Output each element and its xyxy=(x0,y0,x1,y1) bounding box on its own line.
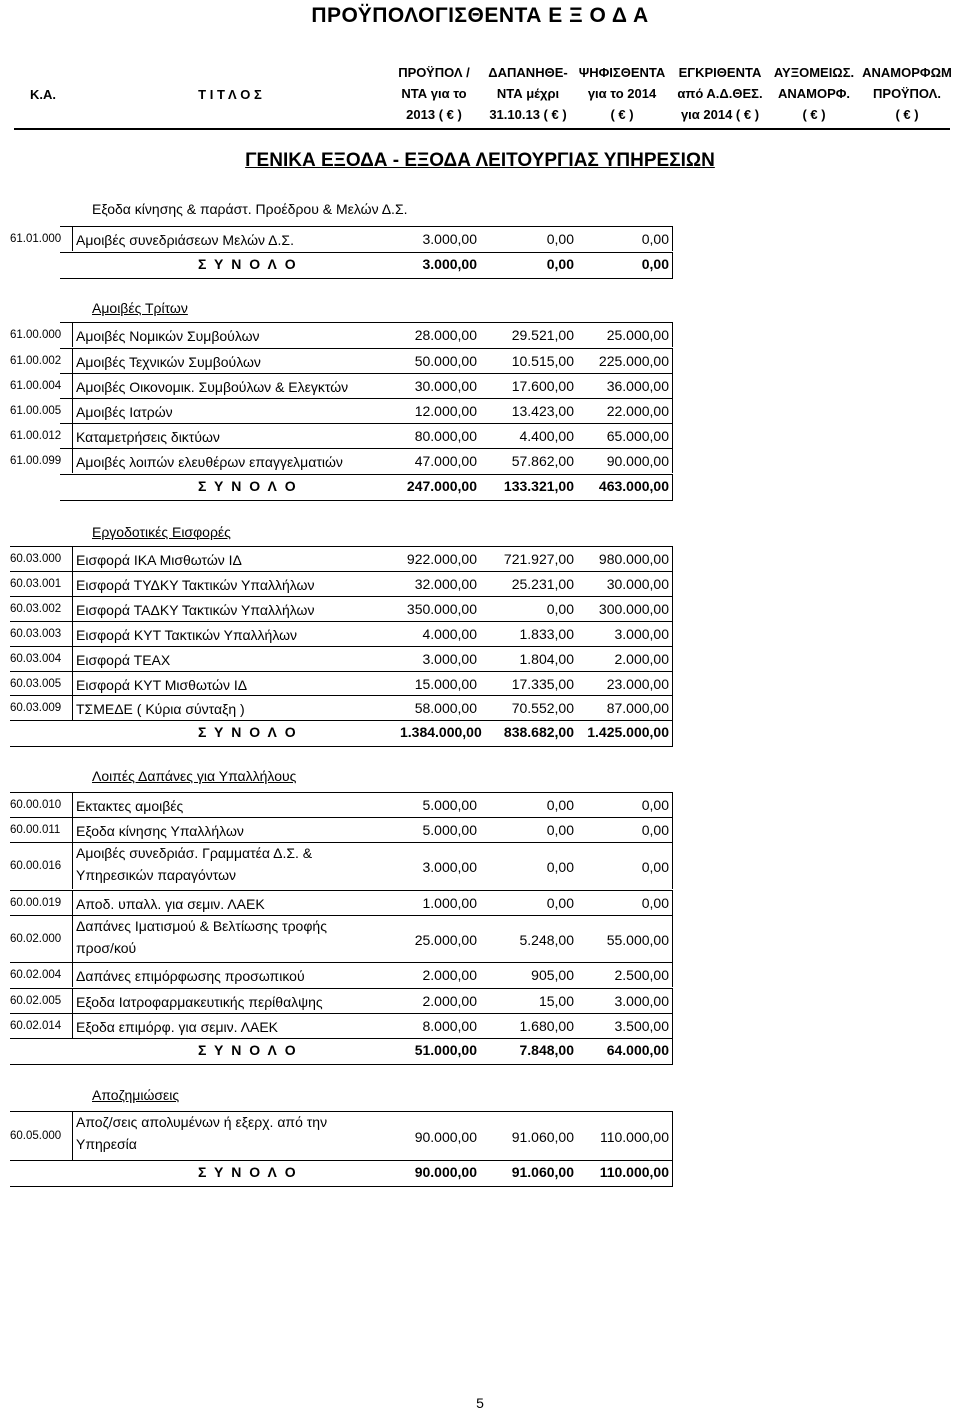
row-divider xyxy=(10,695,672,696)
cell-divider xyxy=(72,621,73,646)
cell-divider xyxy=(672,792,673,817)
account-name: Δαπάνες Ιματισμού & Βελτίωσης τροφής xyxy=(76,918,327,934)
value-budget-2013: 8.000,00 xyxy=(422,1018,477,1034)
row-divider xyxy=(10,915,672,916)
account-name: Εισφορά ΙΚΑ Μισθωτών ΙΔ xyxy=(76,552,242,568)
account-name: Εισφορά ΤΥΔΚΥ Τακτικών Υπαλλήλων xyxy=(76,577,315,593)
cell-divider xyxy=(672,571,673,596)
account-code: 60.02.014 xyxy=(10,1020,62,1032)
value-budget-2013: 3.000,00 xyxy=(422,651,477,667)
total-voted-2014: 110.000,00 xyxy=(599,1164,669,1180)
cell-divider xyxy=(72,671,73,696)
row-divider xyxy=(10,546,672,547)
total-spent: 133.321,00 xyxy=(503,478,574,494)
cell-divider xyxy=(672,817,673,842)
header-col2-line3: 31.10.13 ( € ) xyxy=(489,107,567,122)
cell-divider xyxy=(672,226,673,251)
value-budget-2013: 28.000,00 xyxy=(414,327,477,343)
total-voted-2014: 0,00 xyxy=(641,256,669,272)
account-code: 60.00.011 xyxy=(10,824,61,836)
cell-divider xyxy=(672,671,673,696)
cell-divider xyxy=(72,546,73,571)
value-spent: 0,00 xyxy=(546,859,574,875)
row-divider xyxy=(10,890,672,891)
section-title: Λοιπές Δαπάνες για Υπαλλήλους xyxy=(92,768,297,784)
account-name: Αμοιβές Οικονομικ. Συμβούλων & Ελεγκτών xyxy=(76,379,349,395)
total-voted-2014: 64.000,00 xyxy=(606,1042,669,1058)
total-budget-2013: 1.384.000,00 xyxy=(400,724,482,740)
cell-divider xyxy=(672,1013,673,1038)
value-voted-2014: 36.000,00 xyxy=(606,378,669,394)
value-spent: 15,00 xyxy=(538,993,574,1009)
account-code: 60.03.004 xyxy=(10,653,62,665)
cell-divider xyxy=(672,398,673,423)
value-voted-2014: 0,00 xyxy=(641,231,669,247)
value-budget-2013: 3.000,00 xyxy=(422,859,477,875)
cell-divider xyxy=(72,646,73,671)
row-divider xyxy=(10,571,672,572)
account-code: 61.00.002 xyxy=(10,355,62,367)
row-divider xyxy=(10,1038,672,1039)
cell-divider xyxy=(672,1038,673,1065)
account-code: 60.02.004 xyxy=(10,969,62,981)
header-col-adjustment xyxy=(768,62,860,125)
account-name: Αμοιβές λοιπών ελευθέρων επαγγελματιών xyxy=(76,454,343,470)
value-budget-2013: 90.000,00 xyxy=(414,1129,477,1145)
value-budget-2013: 12.000,00 xyxy=(414,403,477,419)
account-name: Δαπάνες επιμόρφωσης προσωπικού xyxy=(76,968,305,984)
account-name: ΤΣΜΕΔΕ ( Κύρια σύνταξη ) xyxy=(76,701,245,717)
account-name: Εισφορά ΚΥΤ Μισθωτών ΙΔ xyxy=(76,677,248,693)
row-divider xyxy=(10,671,672,672)
value-voted-2014: 980.000,00 xyxy=(598,551,669,567)
cell-divider xyxy=(72,348,73,373)
account-name: Εξοδα Ιατροφαρμακευτικής περίθαλψης xyxy=(76,994,323,1010)
value-spent: 17.600,00 xyxy=(511,378,574,394)
cell-divider xyxy=(72,695,73,720)
header-col-voted xyxy=(572,62,672,125)
value-spent: 5.248,00 xyxy=(519,932,574,948)
header-col4-line3: για 2014 ( € ) xyxy=(680,107,760,122)
total-budget-2013: 247.000,00 xyxy=(406,478,477,494)
cell-divider xyxy=(72,398,73,423)
cell-divider xyxy=(672,1111,673,1160)
cell-divider xyxy=(72,890,73,915)
account-code: 61.00.005 xyxy=(10,405,62,417)
header-col3-line1: ΨΗΦΙΣΘΕΝΤΑ xyxy=(578,65,666,80)
account-code: 60.02.000 xyxy=(10,933,62,945)
row-divider xyxy=(10,1013,672,1014)
row-divider xyxy=(60,348,672,349)
total-budget-2013: 3.000,00 xyxy=(422,256,477,272)
row-divider xyxy=(10,720,672,721)
header-col-budget-2013 xyxy=(384,62,484,125)
account-code: 61.00.004 xyxy=(10,380,62,392)
account-name: Αμοιβές Τεχνικών Συμβούλων xyxy=(76,354,261,370)
row-divider xyxy=(60,500,672,501)
value-voted-2014: 0,00 xyxy=(641,797,669,813)
value-budget-2013: 5.000,00 xyxy=(422,797,477,813)
account-name-line2: προσ/κού xyxy=(76,940,137,956)
row-divider xyxy=(60,252,672,253)
value-voted-2014: 2.000,00 xyxy=(614,651,669,667)
account-name: Αποζ/σεις απολυμένων ή εξερχ. από την xyxy=(76,1114,328,1130)
value-spent: 0,00 xyxy=(546,822,574,838)
header-col-spent xyxy=(478,62,578,125)
header-col5-line2: ΑΝΑΜΟΡΦ. xyxy=(777,86,851,101)
account-name: Εξοδα κίνησης Υπαλλήλων xyxy=(76,823,244,839)
value-voted-2014: 65.000,00 xyxy=(606,428,669,444)
total-budget-2013: 51.000,00 xyxy=(414,1042,477,1058)
header-col1-line3: 2013 ( € ) xyxy=(406,107,462,122)
header-divider xyxy=(14,128,950,130)
value-voted-2014: 22.000,00 xyxy=(606,403,669,419)
value-spent: 4.400,00 xyxy=(519,428,574,444)
value-budget-2013: 80.000,00 xyxy=(414,428,477,444)
row-divider xyxy=(10,792,672,793)
value-voted-2014: 0,00 xyxy=(641,822,669,838)
total-voted-2014: 1.425.000,00 xyxy=(587,724,669,740)
account-code: 60.05.000 xyxy=(10,1130,62,1142)
value-voted-2014: 3.000,00 xyxy=(614,993,669,1009)
value-voted-2014: 225.000,00 xyxy=(598,353,669,369)
cell-divider xyxy=(672,474,673,501)
row-divider xyxy=(60,373,672,374)
cell-divider xyxy=(72,962,73,987)
value-voted-2014: 0,00 xyxy=(641,859,669,875)
value-spent: 13.423,00 xyxy=(511,403,574,419)
row-divider xyxy=(60,226,672,227)
header-col-approved xyxy=(664,62,776,125)
header-col2-line2: ΝΤΑ μέχρι xyxy=(496,86,560,101)
account-name-line2: Υπηρεσία xyxy=(76,1136,137,1152)
account-code: 60.03.002 xyxy=(10,603,62,615)
value-voted-2014: 3.500,00 xyxy=(614,1018,669,1034)
value-spent: 57.862,00 xyxy=(511,453,574,469)
row-divider xyxy=(60,448,672,449)
header-col3-line3: ( € ) xyxy=(610,107,634,122)
value-spent: 0,00 xyxy=(546,231,574,247)
total-spent: 838.682,00 xyxy=(503,724,574,740)
value-budget-2013: 3.000,00 xyxy=(422,231,477,247)
value-voted-2014: 0,00 xyxy=(641,895,669,911)
value-spent: 0,00 xyxy=(546,601,574,617)
value-voted-2014: 3.000,00 xyxy=(614,626,669,642)
value-voted-2014: 87.000,00 xyxy=(606,700,669,716)
account-name: Αμοιβές συνεδριάσεων Μελών Δ.Σ. xyxy=(76,232,294,248)
account-code: 61.00.000 xyxy=(10,329,62,341)
header-ka: Κ.Α. xyxy=(30,87,56,102)
row-divider xyxy=(60,398,672,399)
header-col1-line1: ΠΡΟΫΠΟΛ / xyxy=(398,65,470,80)
value-budget-2013: 2.000,00 xyxy=(422,993,477,1009)
cell-divider xyxy=(672,448,673,473)
value-spent: 91.060,00 xyxy=(511,1129,574,1145)
value-budget-2013: 25.000,00 xyxy=(414,932,477,948)
cell-divider xyxy=(72,596,73,621)
value-budget-2013: 32.000,00 xyxy=(414,576,477,592)
total-spent: 0,00 xyxy=(546,256,574,272)
header-col3-line2: για το 2014 xyxy=(587,86,657,101)
account-code: 60.00.010 xyxy=(10,799,62,811)
row-divider xyxy=(10,817,672,818)
row-divider xyxy=(10,988,672,989)
cell-divider xyxy=(72,1013,73,1038)
value-spent: 25.231,00 xyxy=(511,576,574,592)
row-divider xyxy=(10,621,672,622)
account-name: Αμοιβές Νομικών Συμβούλων xyxy=(76,328,260,344)
value-voted-2014: 90.000,00 xyxy=(606,453,669,469)
page-number: 5 xyxy=(476,1395,484,1411)
account-name: Αμοιβές συνεδριάσ. Γραμματέα Δ.Σ. & xyxy=(76,845,313,861)
total-label: Σ Υ Ν Ο Λ Ο xyxy=(198,256,298,272)
cell-divider xyxy=(72,817,73,842)
cell-divider xyxy=(672,890,673,915)
cell-divider xyxy=(672,373,673,398)
header-col5-line1: ΑΥΞΟΜΕΙΩΣ. xyxy=(773,65,855,80)
cell-divider xyxy=(672,252,673,279)
section-title: Αποζημιώσεις xyxy=(92,1087,180,1103)
row-divider xyxy=(10,746,672,747)
total-voted-2014: 463.000,00 xyxy=(598,478,669,494)
row-divider xyxy=(10,596,672,597)
row-divider xyxy=(60,474,672,475)
total-label: Σ Υ Ν Ο Λ Ο xyxy=(198,1042,298,1058)
value-budget-2013: 47.000,00 xyxy=(414,453,477,469)
header-col5-line3: ( € ) xyxy=(802,107,826,122)
value-spent: 0,00 xyxy=(546,797,574,813)
page-title: ΠΡΟΫΠΟΛΟΓΙΣΘΕΝΤΑ Ε Ξ Ο Δ Α xyxy=(311,4,649,27)
header-col-revised xyxy=(862,62,952,125)
value-voted-2014: 55.000,00 xyxy=(606,932,669,948)
section-title: Αμοιβές Τρίτων xyxy=(92,300,188,316)
cell-divider xyxy=(72,792,73,817)
header-col4-line2: από Α.Δ.ΘΕΣ. xyxy=(677,86,763,101)
cell-divider xyxy=(672,646,673,671)
row-divider xyxy=(60,322,672,323)
value-spent: 29.521,00 xyxy=(511,327,574,343)
account-name: Αποδ. υπαλλ. για σεμιν. ΛΑΕΚ xyxy=(76,896,265,912)
value-voted-2014: 25.000,00 xyxy=(606,327,669,343)
value-voted-2014: 2.500,00 xyxy=(614,967,669,983)
value-budget-2013: 5.000,00 xyxy=(422,822,477,838)
value-spent: 1.680,00 xyxy=(519,1018,574,1034)
value-budget-2013: 4.000,00 xyxy=(422,626,477,642)
total-label: Σ Υ Ν Ο Λ Ο xyxy=(198,724,298,740)
value-voted-2014: 30.000,00 xyxy=(606,576,669,592)
header-col6-line2: ΠΡΟΫΠΟΛ. xyxy=(873,86,941,101)
value-budget-2013: 50.000,00 xyxy=(414,353,477,369)
cell-divider xyxy=(72,226,73,251)
value-budget-2013: 350.000,00 xyxy=(406,601,477,617)
value-budget-2013: 15.000,00 xyxy=(414,676,477,692)
row-divider xyxy=(10,962,672,963)
account-code: 60.03.001 xyxy=(10,578,62,590)
value-spent: 905,00 xyxy=(531,967,574,983)
section-title: Εξοδα κίνησης & παράστ. Προέδρου & Μελών Δ.Σ. xyxy=(92,201,408,217)
row-divider xyxy=(10,1186,672,1187)
cell-divider xyxy=(672,962,673,987)
account-code: 61.00.012 xyxy=(10,430,62,442)
value-spent: 1.804,00 xyxy=(519,651,574,667)
cell-divider xyxy=(72,373,73,398)
cell-divider xyxy=(72,842,73,889)
cell-divider xyxy=(672,988,673,1013)
row-divider xyxy=(60,423,672,424)
account-name: Καταμετρήσεις δικτύων xyxy=(76,429,220,445)
row-divider xyxy=(10,1111,672,1112)
header-col2-line1: ΔΑΠΑΝΗΘΕ- xyxy=(488,65,568,80)
cell-divider xyxy=(672,842,673,889)
value-budget-2013: 1.000,00 xyxy=(422,895,477,911)
row-divider xyxy=(60,278,672,279)
account-code: 61.00.099 xyxy=(10,455,62,467)
account-name: Εξοδα επιμόρφ. για σεμιν. ΛΑΕΚ xyxy=(76,1019,279,1035)
cell-divider xyxy=(72,915,73,962)
account-name: Εισφορά ΤΕΑΧ xyxy=(76,652,171,668)
header-titlos: Τ Ι Τ Λ Ο Σ xyxy=(198,87,262,102)
section-subtitle: ΓΕΝΙΚΑ ΕΞΟΔΑ - ΕΞΟΔΑ ΛΕΙΤΟΥΡΓΙΑΣ ΥΠΗΡΕΣΙΩΝ xyxy=(245,150,715,171)
cell-divider xyxy=(672,322,673,347)
value-voted-2014: 23.000,00 xyxy=(606,676,669,692)
value-spent: 10.515,00 xyxy=(511,353,574,369)
total-spent: 7.848,00 xyxy=(519,1042,574,1058)
row-divider xyxy=(10,842,672,843)
header-col6-line3: ( € ) xyxy=(895,107,919,122)
account-code: 60.02.005 xyxy=(10,995,62,1007)
value-voted-2014: 110.000,00 xyxy=(599,1129,669,1145)
header-col6-line1: ΑΝΑΜΟΡΦΩΜ xyxy=(862,65,952,80)
account-code: 60.03.003 xyxy=(10,628,62,640)
value-spent: 1.833,00 xyxy=(519,626,574,642)
value-spent: 721.927,00 xyxy=(503,551,574,567)
cell-divider xyxy=(72,423,73,448)
account-code: 60.03.009 xyxy=(10,702,62,714)
cell-divider xyxy=(72,571,73,596)
header-col1-line2: ΝΤΑ για το xyxy=(401,86,467,101)
total-budget-2013: 90.000,00 xyxy=(414,1164,477,1180)
cell-divider xyxy=(672,423,673,448)
cell-divider xyxy=(672,695,673,720)
cell-divider xyxy=(72,448,73,473)
cell-divider xyxy=(72,988,73,1013)
value-spent: 0,00 xyxy=(546,895,574,911)
cell-divider xyxy=(672,546,673,571)
total-label: Σ Υ Ν Ο Λ Ο xyxy=(198,478,298,494)
account-name-line2: Υπηρεσικών παραγόντων xyxy=(76,867,237,883)
account-code: 60.03.005 xyxy=(10,678,62,690)
cell-divider xyxy=(72,1111,73,1160)
cell-divider xyxy=(672,348,673,373)
cell-divider xyxy=(672,915,673,962)
value-voted-2014: 300.000,00 xyxy=(598,601,669,617)
header-col4-line1: ΕΓΚΡΙΘΕΝΤΑ xyxy=(678,65,762,80)
account-code: 60.00.019 xyxy=(10,897,62,909)
cell-divider xyxy=(672,621,673,646)
account-code: 61.01.000 xyxy=(10,233,62,245)
row-divider xyxy=(10,1064,672,1065)
account-name: Εκτακτες αμοιβές xyxy=(76,798,184,814)
account-name: Εισφορά ΤΑΔΚΥ Τακτικών Υπαλλήλων xyxy=(76,602,315,618)
account-code: 60.00.016 xyxy=(10,860,62,872)
account-name: Εισφορά ΚΥΤ Τακτικών Υπαλλήλων xyxy=(76,627,298,643)
total-spent: 91.060,00 xyxy=(511,1164,574,1180)
account-name: Αμοιβές Ιατρών xyxy=(76,404,173,420)
value-spent: 70.552,00 xyxy=(511,700,574,716)
value-budget-2013: 922.000,00 xyxy=(406,551,477,567)
value-budget-2013: 58.000,00 xyxy=(414,700,477,716)
total-label: Σ Υ Ν Ο Λ Ο xyxy=(198,1164,298,1180)
cell-divider xyxy=(72,322,73,347)
cell-divider xyxy=(672,720,673,747)
section-title: Εργοδοτικές Εισφορές xyxy=(92,524,231,540)
value-spent: 17.335,00 xyxy=(511,676,574,692)
cell-divider xyxy=(672,596,673,621)
row-divider xyxy=(10,1160,672,1161)
value-budget-2013: 30.000,00 xyxy=(414,378,477,394)
account-code: 60.03.000 xyxy=(10,553,62,565)
cell-divider xyxy=(672,1160,673,1187)
value-budget-2013: 2.000,00 xyxy=(422,967,477,983)
row-divider xyxy=(10,646,672,647)
